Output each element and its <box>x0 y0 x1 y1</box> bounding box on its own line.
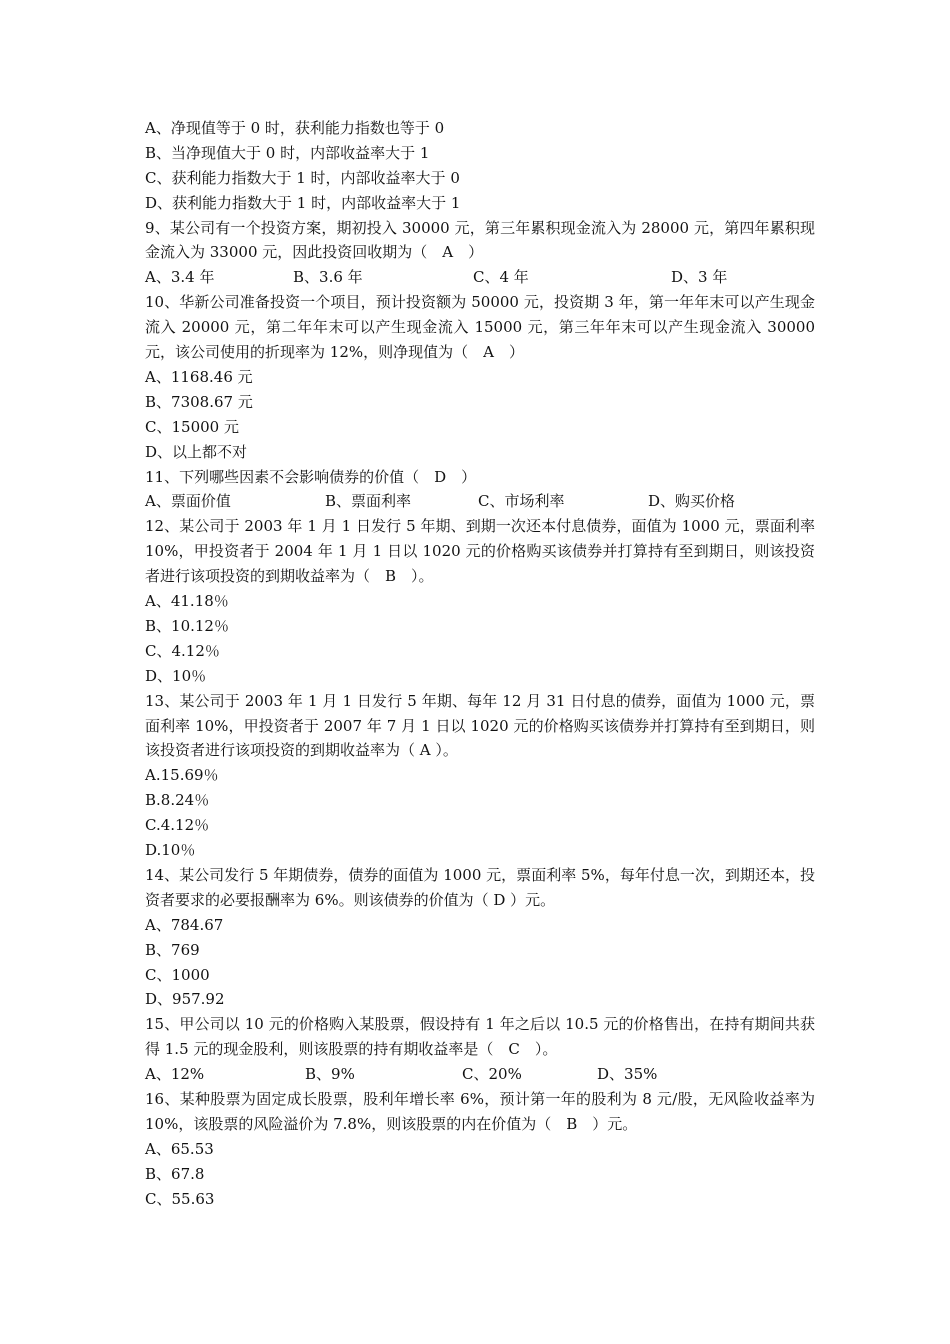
question-13: 13、某公司于 2003 年 1 月 1 日发行 5 年期、每年 12 月 31 日付息的债券，面值为 1000 元，票面利率 10%，甲投资者于 2007 年 7 月 1 日以 1020 元的价格购买该债券并打算持有至到期日，则该投资者进行该项投资的到期收益率为（ A ）。 <box>145 691 815 760</box>
option-a-q8: A、净现值等于 0 时，获利能力指数也等于 0 <box>145 119 445 137</box>
option-a: A.15.69％ <box>145 766 219 785</box>
option-b: B.8.24％ <box>145 791 210 810</box>
option-c: C、20% <box>462 1065 522 1084</box>
option-b: B、票面利率 <box>325 492 412 511</box>
option-c: C、15000 元 <box>145 417 239 436</box>
option-d: D、3 年 <box>671 268 728 287</box>
document-page <box>145 116 815 1211</box>
question-14: 14、某公司发行 5 年期债券，债券的面值为 1000 元，票面利率 5%，每年付息一次，到期还本，投资者要求的必要报酬率为 6%。则该债券的价值为（ D ）元。 <box>145 865 815 909</box>
option-d: D、以上都不对 <box>145 442 248 461</box>
option-a: A、65.53 <box>145 1139 214 1158</box>
option-d: D、35% <box>597 1065 658 1084</box>
question-9-options <box>145 265 815 290</box>
option-d: D、957.92 <box>145 990 225 1009</box>
option-a: A、1168.46 元 <box>145 367 253 386</box>
question-15-options <box>145 1062 815 1087</box>
option-c: C、4.12％ <box>145 641 220 660</box>
option-c: C.4.12％ <box>145 816 210 835</box>
option-b: B、9% <box>305 1065 355 1084</box>
option-c: C、市场利率 <box>478 492 565 511</box>
option-b: B、3.6 年 <box>293 268 363 287</box>
option-b: B、769 <box>145 940 200 959</box>
option-d: D、购买价格 <box>648 492 736 511</box>
option-a: A、票面价值 <box>145 492 231 511</box>
option-d: D、10％ <box>145 666 207 685</box>
question-12: 12、某公司于 2003 年 1 月 1 日发行 5 年期、到期一次还本付息债券，面值为 1000 元，票面利率 10%，甲投资者于 2004 年 1 月 1 日以 1020 元的价格购买该债券并打算持有至到期日，则该投资者进行该项投资的到期收益率为（ B ）。 <box>145 517 815 586</box>
option-d: D.10％ <box>145 841 196 860</box>
option-b: B、67.8 <box>145 1164 205 1183</box>
option-b-q8: B、当净现值大于 0 时，内部收益率大于 1 <box>145 143 430 162</box>
question-16: 16、某种股票为固定成长股票，股利年增长率 6%，预计第一年的股利为 8 元/股，无风险收益率为 10%，该股票的风险溢价为 7.8%，则该股票的内在价值为（ B ）元。 <box>145 1089 815 1133</box>
option-b: B、7308.67 元 <box>145 392 253 411</box>
question-9: 9、某公司有一个投资方案，期初投入 30000 元，第三年累积现金流入为 28000 元，第四年累积现金流入为 33000 元，因此投资回收期为（ A ） <box>145 218 815 262</box>
option-a: A、41.18％ <box>145 592 229 611</box>
option-d-q8: D、获利能力指数大于 1 时，内部收益率大于 1 <box>145 193 461 212</box>
option-a: A、12% <box>145 1065 205 1084</box>
option-c: C、1000 <box>145 965 210 984</box>
question-11-options <box>145 489 815 514</box>
question-15: 15、甲公司以 10 元的价格购入某股票，假设持有 1 年之后以 10.5 元的价格售出，在持有期间共获得 1.5 元的现金股利，则该股票的持有期收益率是（ C ）。 <box>145 1015 815 1059</box>
option-c-q8: C、获利能力指数大于 1 时，内部收益率大于 0 <box>145 168 460 187</box>
option-b: B、10.12％ <box>145 616 229 635</box>
option-c: C、55.63 <box>145 1189 215 1208</box>
question-10: 10、华新公司准备投资一个项目，预计投资额为 50000 元，投资期 3 年，第一年年末可以产生现金流入 20000 元，第二年年末可以产生现金流入 15000 元，第三年年末可以产生现金流入 30000 元，该公司使用的折现率为 12%，则净现值为（ A ） <box>145 293 815 362</box>
option-a: A、3.4 年 <box>145 268 215 287</box>
option-c: C、4 年 <box>473 268 529 287</box>
option-a: A、784.67 <box>145 915 224 934</box>
question-11: 11、下列哪些因素不会影响债券的价值（ D ） <box>145 467 477 486</box>
